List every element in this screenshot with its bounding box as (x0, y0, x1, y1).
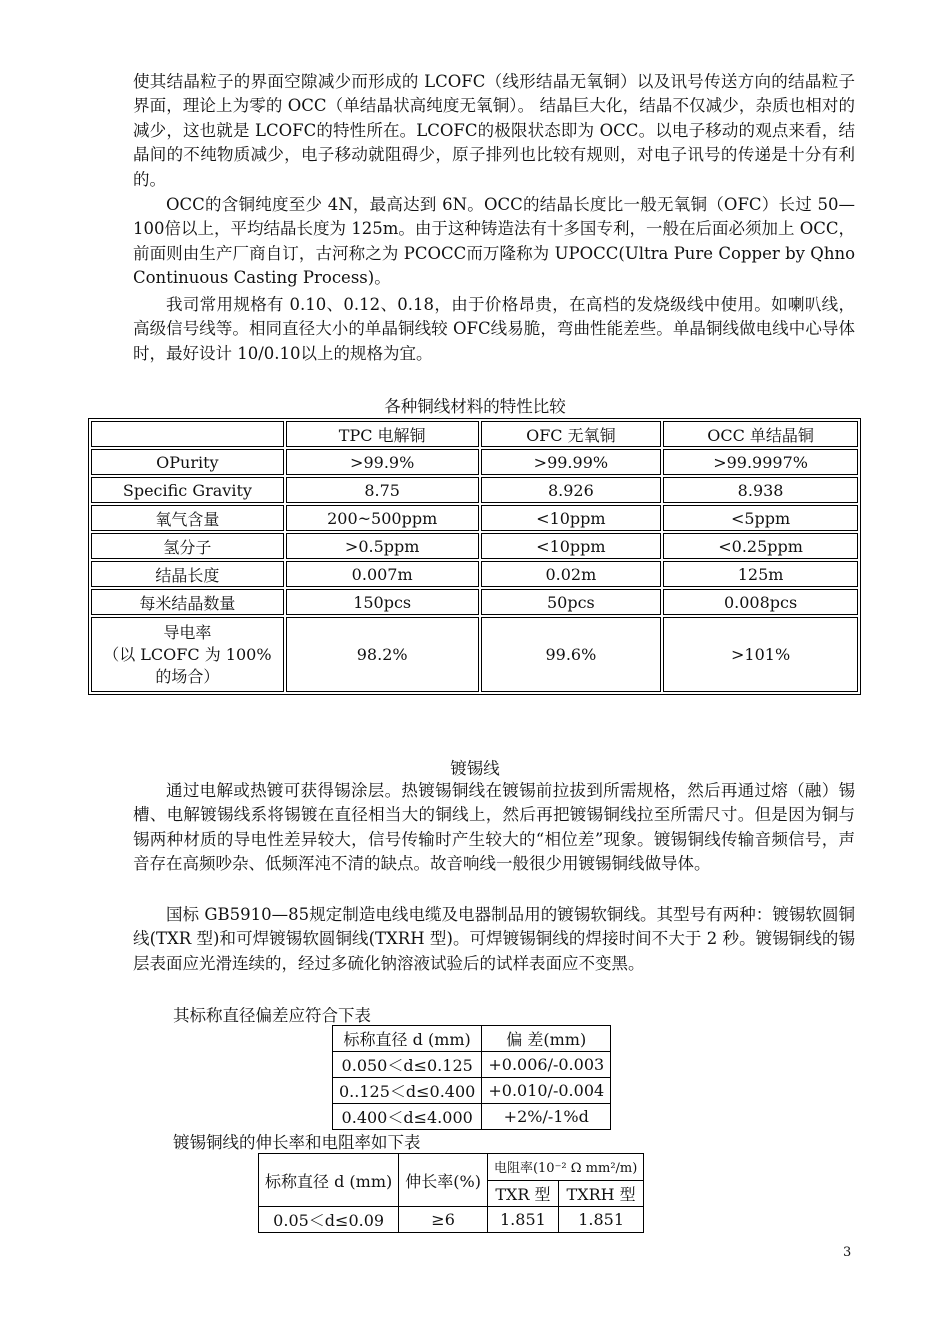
row-label (91, 617, 284, 692)
table2-caption: 其标称直径偏差应符合下表 (173, 1006, 371, 1025)
diameter-tolerance-table (332, 1025, 611, 1130)
table-cell: 98.2% (286, 617, 479, 692)
table-cell: 1.851 (487, 1207, 558, 1233)
table-cell: 150pcs (286, 589, 479, 615)
header-cell: 电阻率(10⁻² Ω mm²/m) (487, 1154, 643, 1181)
table-header-row (333, 1026, 611, 1052)
row-label: OPurity (91, 449, 284, 475)
table-cell: <5ppm (663, 505, 858, 531)
table-row (91, 505, 858, 531)
table-row (91, 449, 858, 475)
table-header-row (91, 421, 858, 447)
header-cell: TXRH 型 (558, 1180, 643, 1207)
table-cell: 8.926 (481, 477, 662, 503)
paragraph-gb-standard: 国标 GB5910—85规定制造电线电缆及电器制品用的镀锡软铜线。其型号有两种：镀锡软圆铜线(TXR 型)和可焊镀锡软圆铜线(TXRH 型)。可焊镀锡铜线的焊接时间不大于 2 秒。镀锡铜线的锡层表面应光滑连续的，经过多硫化钠溶液试验后的试样表面应不变黑。 (133, 905, 855, 973)
table-cell: 0.02m (481, 561, 662, 587)
table-cell: 0.008pcs (663, 589, 858, 615)
elongation-resistivity-table (258, 1153, 644, 1233)
table-cell: >101% (663, 617, 858, 692)
row-label: Specific Gravity (91, 477, 284, 503)
table-cell: 0.050＜d≤0.125 (333, 1052, 482, 1078)
header-cell: OCC 单结晶铜 (663, 421, 858, 447)
row-label: 氧气含量 (91, 505, 284, 531)
paragraph-occ-purity: OCC的含铜纯度至少 4N，最高达到 6N。OCC的结晶长度比一般无氧铜（OFC）长过 50—100倍以上，平均结晶长度为 125m。由于这种铸造法有十多国专利，一般在后面必须加上 OCC，前面则由生产厂商自订，古河称之为 PCOCC而万隆称为 UPOCC(Ultra Pure Copper by Qhno Continuous Casting Process)。 (133, 195, 855, 288)
row-label-line: （以 LCOFC 为 100% (103, 644, 272, 664)
table-cell: 99.6% (481, 617, 662, 692)
table-cell: 1.851 (558, 1207, 643, 1233)
table-cell: <0.25ppm (663, 533, 858, 559)
paragraph-lcofc-occ: 使其结晶粒子的界面空隙减少而形成的 LCOFC（线形结晶无氧铜）以及讯号传送方向的结晶粒子界面，理论上为零的 OCC（单结晶状高纯度无氧铜）。 结晶巨大化，结晶不仅减少，杂质也相对的减少，这也就是 LCOFC的特性所在。LCOFC的极限状态即为 OCC。以电子移动的观点来看，结晶间的不纯物质减少，电子移动就阻碍少，原子排列也比较有规则，对电子讯号的传递是十分有利的。 (133, 72, 855, 189)
header-cell: TXR 型 (487, 1180, 558, 1207)
row-label: 结晶长度 (91, 561, 284, 587)
header-cell: 伸长率(%) (399, 1154, 488, 1207)
table-cell: ≥6 (399, 1207, 488, 1233)
header-cell (91, 421, 284, 447)
table-row (333, 1052, 611, 1078)
header-cell: OFC 无氧铜 (481, 421, 662, 447)
header-cell: 偏 差(mm) (482, 1026, 611, 1052)
paragraph-common-specs: 我司常用规格有 0.10、0.12、0.18，由于价格昂贵，在高档的发烧级线中使用。如喇叭线，高级信号线等。相同直径大小的单晶铜线较 OFC线易脆，弯曲性能差些。单晶铜线做电线中心导体时，最好设计 10/0.10以上的规格为宜。 (133, 295, 855, 363)
row-label-line: 导电率 (163, 622, 212, 642)
table-cell: >0.5ppm (286, 533, 479, 559)
row-label: 每米结晶数量 (91, 589, 284, 615)
table-cell: 8.938 (663, 477, 858, 503)
table-cell: 0.400＜d≤4.000 (333, 1104, 482, 1130)
table-cell: +0.010/-0.004 (482, 1078, 611, 1104)
table-cell: 125m (663, 561, 858, 587)
paragraph-tin-coating: 通过电解或热镀可获得锡涂层。热镀锡铜线在镀锡前拉拔到所需规格，然后再通过熔（融）锡槽、电解镀锡线系将锡镀在直径相当大的铜线上，然后再把镀锡铜线拉至所需尺寸。但是因为铜与锡两种材质的导电性差异较大，信号传输时产生较大的“相位差”现象。镀锡铜线传输音频信号，声音存在高频吵杂、低频浑沌不清的缺点。故音响线一般很少用镀锡铜线做导体。 (133, 781, 855, 874)
table-cell: 50pcs (481, 589, 662, 615)
table-cell: >99.9997% (663, 449, 858, 475)
table-cell: >99.9% (286, 449, 479, 475)
section-title-tinned-wire: 镀锡线 (450, 759, 500, 778)
table-cell: +0.006/-0.003 (482, 1052, 611, 1078)
table-cell: 0..125＜d≤0.400 (333, 1078, 482, 1104)
table-row (91, 561, 858, 587)
table-cell: 8.75 (286, 477, 479, 503)
header-cell: TPC 电解铜 (286, 421, 479, 447)
table-row (91, 533, 858, 559)
page-number: 3 (843, 1245, 852, 1260)
table-cell: 0.05＜d≤0.09 (259, 1207, 399, 1233)
table-cell: 0.007m (286, 561, 479, 587)
table-row (91, 477, 858, 503)
table3-caption: 镀锡铜线的伸长率和电阻率如下表 (173, 1133, 421, 1152)
table-cell: >99.99% (481, 449, 662, 475)
table-row (333, 1104, 611, 1130)
row-label: 氢分子 (91, 533, 284, 559)
table-row (91, 589, 858, 615)
table-cell: <10ppm (481, 533, 662, 559)
row-label-line: 的场合） (155, 666, 220, 686)
table-row (333, 1078, 611, 1104)
table1-title: 各种铜线材料的特性比较 (384, 397, 566, 416)
table-cell: +2%/-1%d (482, 1104, 611, 1130)
header-cell: 标称直径 d (mm) (333, 1026, 482, 1052)
header-cell: 标称直径 d (mm) (259, 1154, 399, 1207)
table-cell: <10ppm (481, 505, 662, 531)
table-header-row (259, 1154, 644, 1181)
table-row-conductivity (91, 617, 858, 692)
table-cell: 200~500ppm (286, 505, 479, 531)
copper-comparison-table (88, 418, 861, 695)
table-row (259, 1207, 644, 1233)
